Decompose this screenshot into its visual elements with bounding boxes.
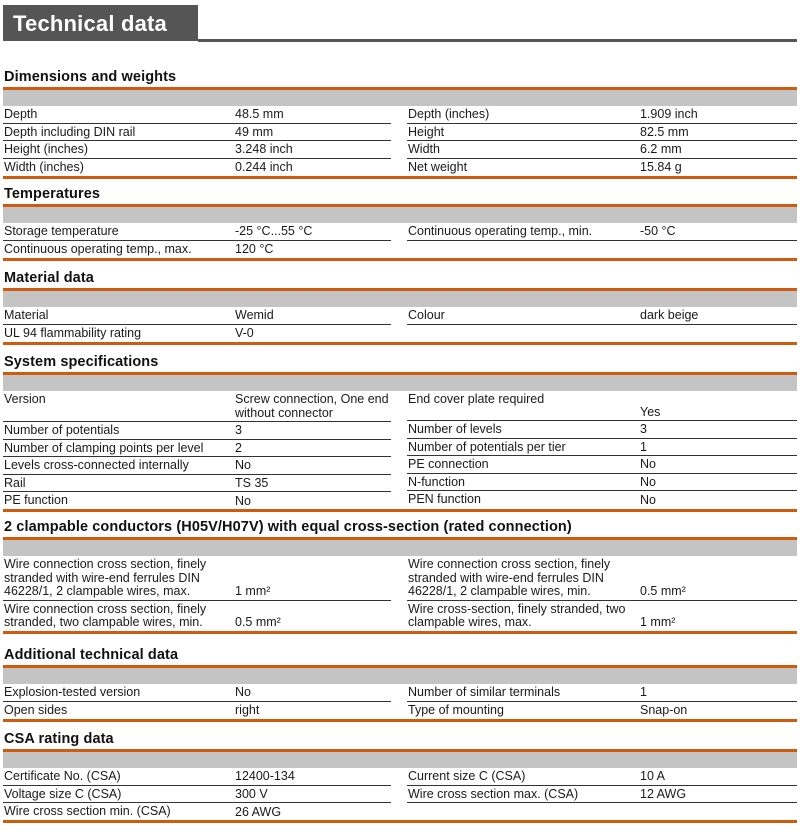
left-column (3, 684, 391, 719)
spec-value: 1 (640, 685, 647, 699)
section-material (3, 268, 797, 345)
spec-row (407, 124, 797, 142)
spec-label: Height (inches) (4, 142, 89, 156)
spec-row (3, 601, 391, 631)
spec-value: Yes (640, 404, 661, 419)
section-dimensions (3, 67, 797, 179)
spec-value: right (235, 703, 260, 717)
spec-row (3, 223, 391, 241)
spec-label: PE connection (408, 457, 489, 471)
spec-value: 26 AWG (235, 804, 282, 819)
spec-label: Width (inches) (4, 159, 84, 174)
spec-value: 1.909 inch (640, 107, 698, 121)
spec-value: No (235, 493, 251, 508)
section-band (3, 90, 797, 106)
section-end-rule (3, 258, 797, 261)
spec-row (3, 684, 391, 702)
spec-row (407, 223, 797, 241)
spec-value: 82.5 mm (640, 124, 689, 139)
spec-label: Certificate No. (CSA) (4, 769, 121, 783)
section-band (3, 291, 797, 307)
left-column (3, 223, 391, 258)
spec-label: Explosion-tested version (4, 685, 141, 699)
spec-value: 12400-134 (235, 769, 295, 783)
spec-value: No (640, 474, 656, 489)
spec-value: 15.84 g (640, 160, 682, 174)
spec-label: Wire connection cross section, finely stranded with wire-end ferrules DIN 46228/1, 2 clampable wires, max. (4, 557, 207, 598)
spec-row (3, 391, 391, 422)
spec-value: Screw connection, One end without connector (235, 392, 389, 420)
spec-row (407, 768, 797, 786)
spec-value: 3.248 inch (235, 142, 293, 156)
section-end-rule (3, 509, 797, 512)
spec-value: TS 35 (235, 475, 269, 490)
spec-label: Levels cross-connected internally (4, 458, 189, 472)
spec-value: 0.5 mm² (640, 584, 686, 598)
section-end-rule (3, 342, 797, 345)
spec-label: Type of mounting (408, 702, 504, 717)
spec-label: End cover plate required (408, 392, 545, 406)
spec-row (407, 684, 797, 702)
spec-row (3, 768, 391, 786)
left-column (3, 391, 391, 509)
spec-row (407, 601, 797, 631)
spec-label: Net weight (408, 159, 468, 174)
spec-row (3, 492, 391, 509)
spec-label: Number of potentials per tier (408, 439, 566, 454)
spec-row (3, 803, 391, 820)
section-title: Dimensions and weights (4, 69, 177, 85)
spec-row (3, 440, 391, 458)
spec-label: Width (408, 142, 440, 156)
spec-label: Continuous operating temp., min. (408, 224, 593, 238)
section-title: CSA rating data (4, 731, 114, 747)
spec-value: Wemid (235, 308, 274, 322)
spec-label: Rail (4, 475, 26, 490)
spec-row (407, 307, 797, 325)
spec-row (407, 439, 797, 457)
spec-label: N-function (408, 474, 465, 489)
spec-row (3, 325, 391, 342)
spec-row (407, 702, 797, 719)
section-end-rule (3, 176, 797, 179)
spec-label: Depth (4, 107, 38, 121)
spec-value: 1 mm² (235, 584, 271, 598)
spec-value: 0.244 inch (235, 160, 293, 174)
section-band (3, 207, 797, 223)
spec-label: Voltage size C (CSA) (4, 786, 122, 801)
spec-label: Wire cross section min. (CSA) (4, 804, 171, 818)
spec-value: 120 °C (235, 242, 274, 256)
spec-row (3, 241, 391, 258)
spec-value: 6.2 mm (640, 142, 682, 156)
spec-row (3, 422, 391, 440)
spec-row (3, 556, 391, 601)
left-column (3, 768, 391, 820)
section-title: Additional technical data (4, 647, 179, 663)
section-title: System specifications (4, 354, 159, 370)
spec-row (3, 786, 391, 804)
section-system (3, 352, 797, 512)
section-title: Material data (4, 270, 94, 286)
section-band (3, 540, 797, 556)
spec-value: No (235, 685, 251, 699)
spec-row (407, 141, 797, 159)
title-rule (198, 39, 797, 42)
spec-row (3, 124, 391, 142)
spec-value: 1 (640, 439, 647, 454)
section-csa (3, 729, 797, 823)
spec-label: Number of potentials (4, 423, 120, 437)
spec-value: 3 (235, 423, 242, 437)
left-column (3, 556, 391, 631)
spec-value: 3 (640, 422, 647, 436)
section-band (3, 752, 797, 768)
spec-row (407, 456, 797, 474)
spec-value: 49 mm (235, 124, 274, 139)
section-end-rule (3, 719, 797, 722)
section-end-rule (3, 631, 797, 634)
spec-label: UL 94 flammability rating (4, 325, 142, 340)
spec-row (407, 106, 797, 124)
spec-row (3, 702, 391, 719)
spec-row (407, 786, 797, 804)
spec-label: Number of levels (408, 422, 502, 436)
spec-value: No (235, 458, 251, 472)
right-column (407, 684, 797, 719)
left-column (3, 106, 391, 176)
spec-value: 300 V (235, 786, 268, 801)
section-additional (3, 645, 797, 722)
spec-value: 10 A (640, 769, 666, 783)
spec-label: Height (408, 124, 445, 139)
spec-row (407, 474, 797, 492)
spec-row (3, 457, 391, 475)
spec-label: Open sides (4, 702, 68, 717)
spec-label: Wire cross-section, finely stranded, two clampable wires, max. (408, 601, 626, 629)
spec-row (3, 106, 391, 124)
spec-label: PEN function (408, 492, 481, 506)
page-title: Technical data (3, 5, 198, 41)
spec-label: Depth including DIN rail (4, 124, 136, 139)
spec-row (407, 391, 797, 421)
right-column (407, 768, 797, 820)
spec-value: V-0 (235, 326, 254, 340)
spec-row (3, 475, 391, 493)
spec-label: Wire connection cross section, finely stranded, two clampable wires, min. (4, 601, 207, 629)
spec-label: Current size C (CSA) (408, 769, 526, 783)
right-column (407, 391, 797, 509)
spec-label: Continuous operating temp., max. (4, 241, 192, 256)
spec-value: Snap-on (640, 703, 688, 717)
spec-label: Number of similar terminals (408, 685, 561, 699)
spec-label: Storage temperature (4, 224, 119, 238)
title-bar (3, 5, 797, 43)
right-column (407, 556, 797, 631)
section-title: Temperatures (4, 186, 101, 202)
spec-label: Wire connection cross section, finely stranded with wire-end ferrules DIN 46228/1, 2 clampable wires, min. (408, 557, 611, 598)
spec-label: Number of clamping points per level (4, 440, 204, 455)
spec-row (407, 159, 797, 176)
spec-label: Material (4, 308, 49, 322)
section-conductors (3, 517, 797, 634)
section-title: 2 clampable conductors (H05V/H07V) with equal cross-section (rated connection) (4, 519, 572, 535)
section-band (3, 668, 797, 684)
spec-row (407, 491, 797, 508)
spec-value: 12 AWG (640, 786, 687, 801)
spec-value: dark beige (640, 308, 699, 322)
section-end-rule (3, 820, 797, 823)
spec-row (3, 159, 391, 176)
left-column (3, 307, 391, 342)
spec-label: Colour (408, 308, 445, 322)
spec-label: Version (4, 392, 46, 406)
spec-label: PE function (4, 493, 68, 507)
spec-row (3, 141, 391, 159)
spec-label: Depth (inches) (408, 107, 490, 121)
right-column (407, 223, 797, 258)
spec-row (407, 421, 797, 439)
spec-value: 48.5 mm (235, 107, 284, 121)
section-band (3, 375, 797, 391)
spec-value: 2 (235, 440, 242, 455)
spec-value: -50 °C (640, 224, 676, 238)
spec-value: 1 mm² (640, 615, 676, 629)
spec-label: Wire cross section max. (CSA) (408, 786, 579, 801)
spec-row (407, 556, 797, 601)
spec-value: 0.5 mm² (235, 615, 281, 629)
right-column (407, 307, 797, 342)
spec-row (3, 307, 391, 325)
section-temperatures (3, 184, 797, 261)
spec-value: No (640, 457, 656, 471)
spec-value: -25 °C...55 °C (235, 224, 313, 238)
spec-value: No (640, 492, 656, 507)
right-column (407, 106, 797, 176)
